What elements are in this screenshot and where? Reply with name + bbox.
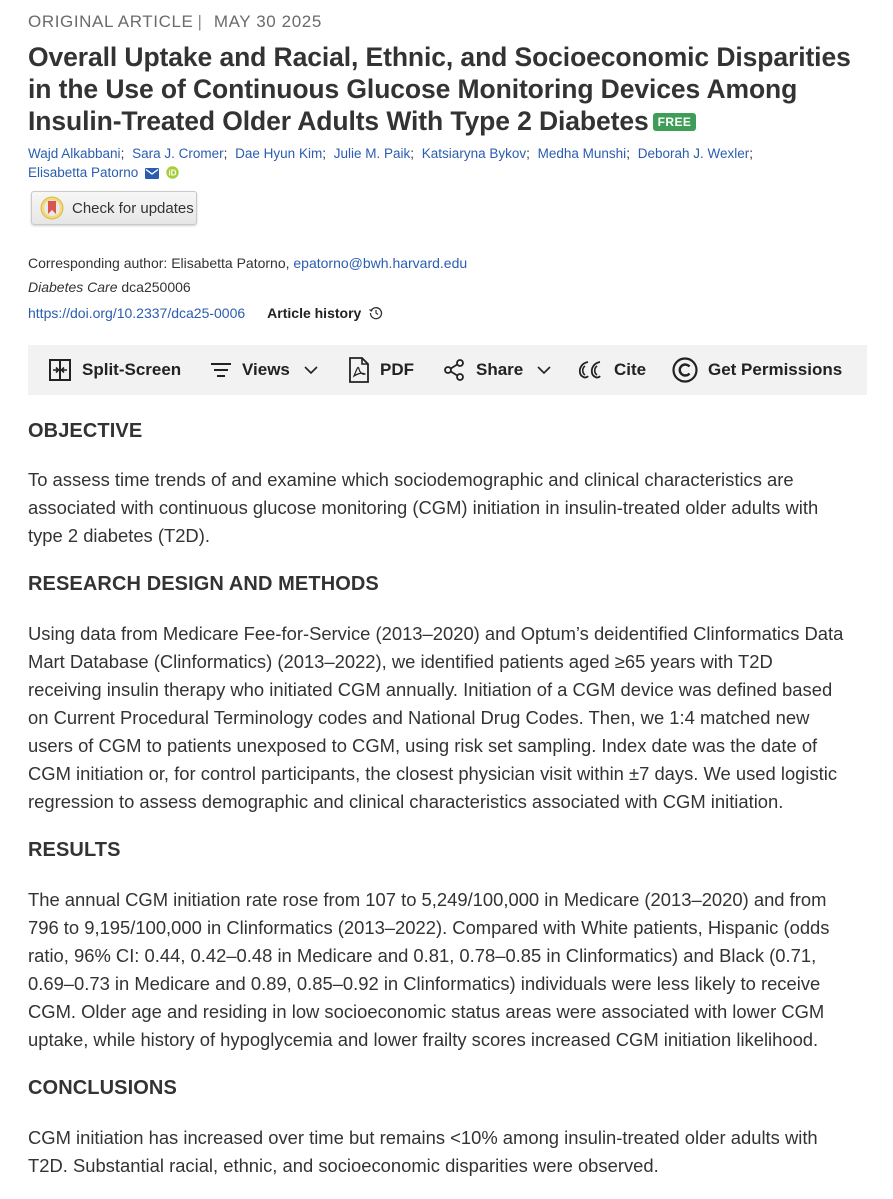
chevron-down-icon <box>537 366 551 375</box>
text-line: To assess time trends of and examine which sociodemographic and clinical characteristics are <box>28 469 794 490</box>
text-line: on Current Procedural Terminology codes and National Drug Codes. Then, we 1:4 matched new <box>28 707 810 728</box>
author-link[interactable]: Sara J. Cromer <box>132 146 224 161</box>
share-icon <box>442 358 466 382</box>
article-toolbar <box>28 345 867 395</box>
cite-label: Cite <box>614 360 647 379</box>
journal-name: Diabetes Care <box>28 279 118 295</box>
meta-separator: | <box>197 12 203 31</box>
text-line: users of CGM to patients unexposed to CGM, using risk set sampling. Index date was the date of <box>28 735 818 756</box>
corresponding-author <box>28 255 467 271</box>
svg-text:iD: iD <box>168 168 177 178</box>
article-title-text: Overall Uptake and Racial, Ethnic, and Socioeconomic Disparities in the Use of Continuous Glucose Monitoring Devices Among Insulin-Treated Older Adults With Type 2 Diabetes <box>28 42 851 136</box>
menu-lines-icon <box>210 362 232 378</box>
text-line: CGM initiation or, for control participants, the closest physician visit within ±7 days. We used logistic <box>28 763 838 784</box>
methods-text <box>28 620 873 816</box>
doi-row <box>28 305 383 321</box>
journal-citation <box>28 279 191 295</box>
history-clock-icon <box>369 306 383 320</box>
author-link[interactable]: Katsiaryna Bykov <box>421 146 527 161</box>
text-line: receiving insulin therapy who initiated CGM annually. Initiation of a CGM device was defined based <box>28 679 833 700</box>
pdf-label: PDF <box>380 360 414 379</box>
share-label: Share <box>476 360 524 379</box>
views-dropdown[interactable] <box>210 345 318 395</box>
copyright-icon <box>672 357 698 383</box>
pdf-button[interactable] <box>348 345 414 395</box>
author-link[interactable]: Dae Hyun Kim <box>235 146 323 161</box>
article-history-label: Article history <box>267 305 362 321</box>
text-line: uptake, while history of hypoglycemia and lower frailty scores increased CGM initiation likelihood. <box>28 1029 819 1050</box>
share-dropdown[interactable] <box>442 345 551 395</box>
split-screen-button[interactable] <box>48 345 181 395</box>
email-icon[interactable] <box>145 165 159 184</box>
text-line: The annual CGM initiation rate rose from 107 to 5,249/100,000 in Medicare (2013–2020) and from <box>28 889 827 910</box>
article-type: ORIGINAL ARTICLE <box>28 12 194 31</box>
text-line: 796 to 9,195/100,000 in Clinformatics (2013–2022). Compared with White patients, Hispanic (odds <box>28 917 830 938</box>
journal-id: dca250006 <box>121 279 191 295</box>
check-for-updates-label: Check for updates <box>72 199 194 217</box>
text-line: associated with continuous glucose monitoring (CGM) initiation in insulin-treated older adults with <box>28 497 819 518</box>
conclusions-text <box>28 1124 873 1180</box>
split-screen-label: Split-Screen <box>82 360 182 379</box>
text-line: T2D. Substantial racial, ethnic, and socioeconomic disparities were observed. <box>28 1155 659 1176</box>
split-screen-icon <box>48 358 72 382</box>
corresponding-label: Corresponding author: Elisabetta Patorno, <box>28 255 290 271</box>
chevron-down-icon <box>304 366 318 375</box>
text-line: 0.69–0.73 in Medicare and 0.89, 0.85–0.92 in Clinformatics) individuals were less likely to receive <box>28 973 821 994</box>
text-line: CGM initiation has increased over time but remains <10% among insulin-treated older adults with <box>28 1127 818 1148</box>
author-link[interactable]: Deborah J. Wexler <box>637 146 750 161</box>
text-line: Mart Database (Clinformatics) (2013–2022), we identified patients aged ≥65 years with T2D <box>28 651 773 672</box>
get-permissions-label: Get Permissions <box>708 360 843 379</box>
author-list: Wajd Alkabbani; Sara J. Cromer; Dae Hyun Kim; Julie M. Paik; Katsiaryna Bykov; Medha Munshi; Deborah J. Wexler; Elisabetta Patorno iD <box>28 144 868 184</box>
doi-link[interactable]: https://doi.org/10.2337/dca25-0006 <box>28 305 246 321</box>
objective-heading: OBJECTIVE <box>28 420 143 442</box>
author-link[interactable]: Julie M. Paik <box>333 146 411 161</box>
views-label: Views <box>242 360 290 379</box>
results-text <box>28 886 873 1054</box>
objective-text <box>28 466 873 550</box>
publication-date: MAY 30 2025 <box>213 12 322 31</box>
conclusions-heading: CONCLUSIONS <box>28 1077 177 1099</box>
author-link[interactable]: Medha Munshi <box>537 146 627 161</box>
text-line: type 2 diabetes (T2D). <box>28 525 210 546</box>
bookmark-badge-icon <box>40 196 64 220</box>
author-link[interactable]: Elisabetta Patorno <box>28 165 139 180</box>
article-title <box>28 41 868 137</box>
article-history-toggle[interactable] <box>267 305 383 321</box>
text-line: CGM. Older age and residing in low socioeconomic status areas were associated with lower CGM <box>28 1001 825 1022</box>
methods-heading: RESEARCH DESIGN AND METHODS <box>28 573 379 595</box>
check-for-updates-button[interactable] <box>31 191 197 225</box>
text-line: regression to assess demographic and clinical characteristics associated with CGM initiation. <box>28 791 784 812</box>
cite-button[interactable] <box>578 345 646 395</box>
corresponding-email-link[interactable]: epatorno@bwh.harvard.edu <box>293 255 468 271</box>
text-line: Using data from Medicare Fee-for-Service (2013–2020) and Optum’s deidentified Clinformatics Data <box>28 623 844 644</box>
free-badge: FREE <box>653 113 697 131</box>
article-meta <box>28 12 322 32</box>
author-link[interactable]: Wajd Alkabbani <box>28 146 121 161</box>
results-heading: RESULTS <box>28 839 121 861</box>
text-line: ratio, 96% CI: 0.44, 0.42–0.48 in Medicare and 0.81, 0.78–0.85 in Clinformatics) and Black (0.71, <box>28 945 817 966</box>
orcid-icon[interactable] <box>166 165 179 184</box>
get-permissions-button[interactable] <box>672 345 842 395</box>
pdf-file-icon <box>348 357 370 383</box>
quote-icon <box>578 360 604 380</box>
